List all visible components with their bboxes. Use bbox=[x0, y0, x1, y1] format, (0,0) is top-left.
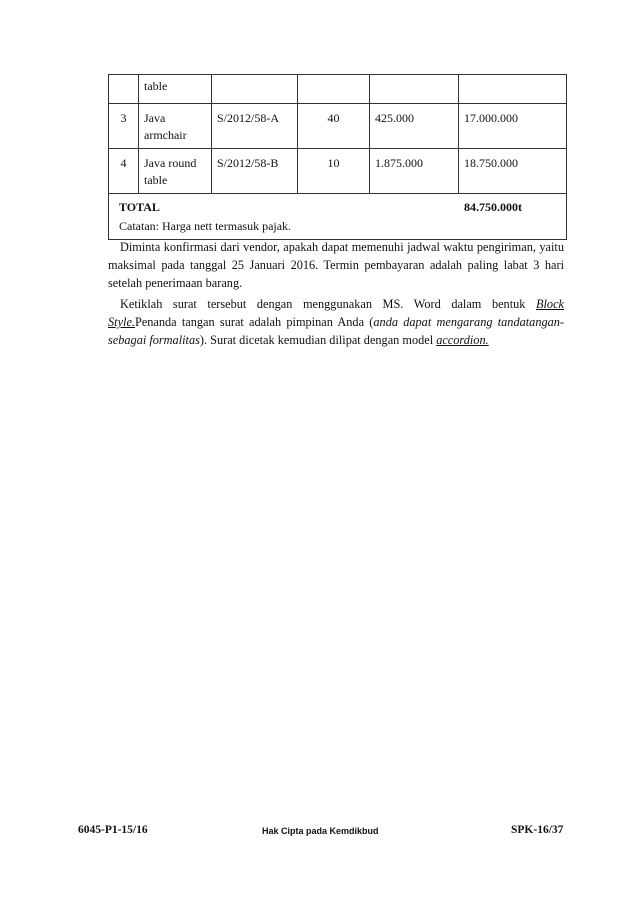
total-value: 84.750.000t bbox=[464, 200, 522, 214]
paragraph-instructions bbox=[108, 295, 564, 349]
total-cell bbox=[109, 194, 567, 240]
table-row bbox=[109, 149, 567, 194]
cell-item: Java round table bbox=[139, 149, 212, 194]
cell-code: S/2012/58-B bbox=[212, 149, 298, 194]
table-row bbox=[109, 75, 567, 104]
cell-no bbox=[109, 75, 139, 104]
order-table bbox=[108, 74, 567, 240]
para2-italic: anda dapat mengarang tandatangan-sebagai formalitas bbox=[108, 315, 565, 347]
cell-price: 425.000 bbox=[370, 104, 459, 149]
cell-no: 3 bbox=[109, 104, 139, 149]
footer-doc-code: 6045-P1-15/16 bbox=[78, 824, 148, 836]
total-label: TOTAL bbox=[119, 200, 160, 214]
cell-total bbox=[459, 75, 567, 104]
cell-no: 4 bbox=[109, 149, 139, 194]
cell-code bbox=[212, 75, 298, 104]
cell-total: 17.000.000 bbox=[459, 104, 567, 149]
cell-code: S/2012/58-A bbox=[212, 104, 298, 149]
total-line bbox=[119, 199, 558, 216]
cell-price: 1.875.000 bbox=[370, 149, 459, 194]
paragraph-confirmation: Diminta konfirmasi dari vendor, apakah dapat memenuhi jadwal waktu pengiriman, yaitu maksimal pada tanggal 25 Januari 2016. Termin pembayaran adalah paling labat 3 hari setelah penerimaan barang. bbox=[108, 240, 564, 290]
total-row bbox=[109, 194, 567, 240]
accordion-term: accordion. bbox=[436, 333, 489, 347]
table-note: Catatan: Harga nett termasuk pajak. bbox=[119, 219, 292, 233]
footer-page-number: SPK-16/37 bbox=[511, 824, 564, 836]
para2-text-b: Penanda tangan surat adalah pimpinan Anda ( bbox=[134, 315, 374, 329]
table-row bbox=[109, 104, 567, 149]
para2-text-c: ). Surat dicetak kemudian dilipat dengan model bbox=[199, 333, 437, 347]
cell-item: Java armchair bbox=[139, 104, 212, 149]
para2-text-a: Ketiklah surat tersebut dengan menggunakan MS. Word dalam bentuk bbox=[120, 297, 536, 311]
cell-item: table bbox=[139, 75, 212, 104]
cell-qty: 40 bbox=[298, 104, 370, 149]
cell-qty: 10 bbox=[298, 149, 370, 194]
cell-total: 18.750.000 bbox=[459, 149, 567, 194]
cell-qty bbox=[298, 75, 370, 104]
block-style-term: Block Style. bbox=[108, 297, 564, 329]
footer-copyright: Hak Cipta pada Kemdikbud bbox=[262, 826, 379, 836]
cell-price bbox=[370, 75, 459, 104]
